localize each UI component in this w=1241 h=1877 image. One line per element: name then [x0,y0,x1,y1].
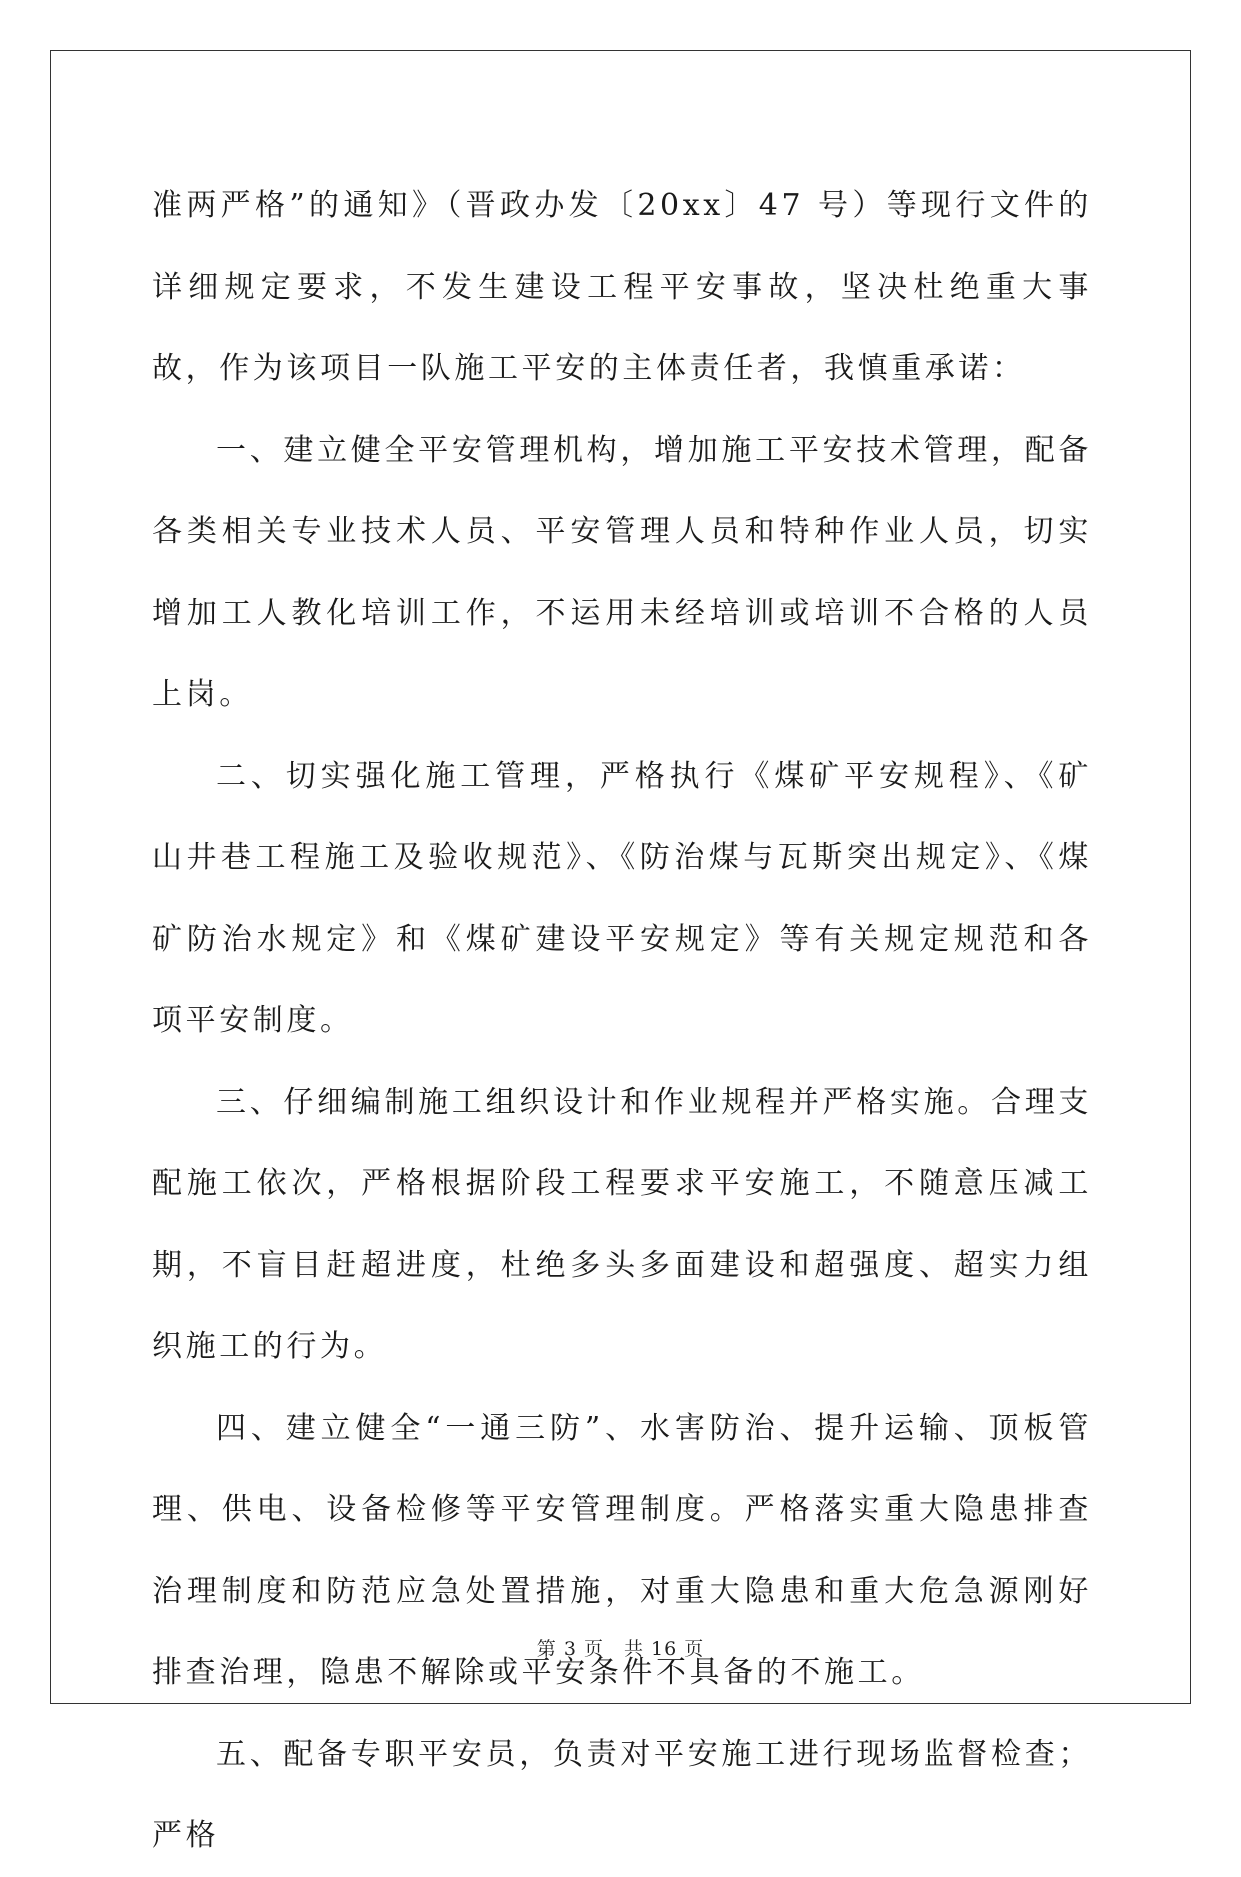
document-body [152,165,1092,1877]
paragraph-item-5: 五、配备专职平安员，负责对平安施工进行现场监督检查；严格 [152,1736,1092,1853]
paragraph-item-2: 二、切实强化施工管理，严格执行《煤矿平安规程》、《矿山井巷工程施工及验收规范》、《防治煤与瓦斯突出规定》、《煤矿防治水规定》和《煤矿建设平安规定》等有关规定规范和各项平安制度。 [152,758,1092,1038]
paragraph-item-4: 四、建立健全“一通三防”、水害防治、提升运输、顶板管理、供电、设备检修等平安管理制度。严格落实重大隐患排查治理制度和防范应急处置措施，对重大隐患和重大危急源刚好排查治理，隐患不解除或平安条件不具备的不施工。 [152,1410,1092,1690]
paragraph-intro: 准两严格”的通知》（晋政办发〔20xx〕47 号）等现行文件的详细规定要求，不发生建设工程平安事故，坚决杜绝重大事故，作为该项目一队施工平安的主体责任者，我慎重承诺： [152,188,1092,386]
paragraph-item-1: 一、建立健全平安管理机构，增加施工平安技术管理，配备各类相关专业技术人员、平安管理人员和特种作业人员，切实增加工人教化培训工作，不运用未经培训或培训不合格的人员上岗。 [152,432,1092,712]
page-number-footer: 第 3 页 共 16 页 [536,1638,705,1660]
paragraph-item-3: 三、仔细编制施工组织设计和作业规程并严格实施。合理支配施工依次，严格根据阶段工程要求平安施工，不随意压减工期，不盲目赶超进度，杜绝多头多面建设和超强度、超实力组织施工的行为。 [152,1084,1092,1364]
